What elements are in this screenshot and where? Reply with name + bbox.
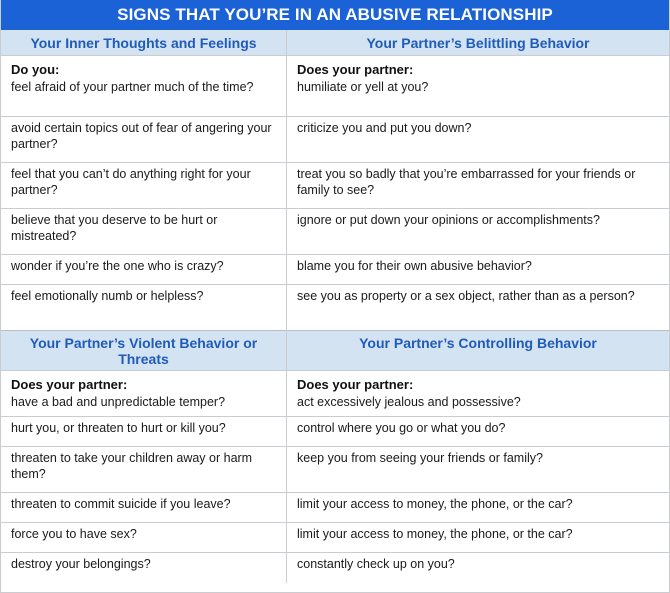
list-item: destroy your belongings? <box>11 557 151 571</box>
list-item: hurt you, or threaten to hurt or kill you? <box>1 417 286 447</box>
list-item: have a bad and unpredictable temper? <box>1 391 286 417</box>
list-item: feel emotionally numb or helpless? <box>1 285 286 331</box>
section-header: Your Partner’s Controlling Behavior <box>287 331 669 371</box>
list-item: blame you for their own abusive behavior? <box>287 255 669 285</box>
list-item: threaten to take your children away or harm them? <box>1 447 286 493</box>
list-item: act excessively jealous and possessive? <box>287 391 669 417</box>
list-item: threaten to commit suicide if you leave? <box>1 493 286 523</box>
list-item: force you to have sex? <box>1 523 286 553</box>
section-intro: Do you: <box>11 62 60 77</box>
list-item: feel afraid of your partner much of the time? <box>1 76 286 117</box>
list-item: believe that you deserve to be hurt or mistreated? <box>1 209 286 255</box>
page-title: SIGNS THAT YOU’RE IN AN ABUSIVE RELATIONSHIP <box>1 0 669 30</box>
list-item: criticize you and put you down? <box>287 117 669 163</box>
bottom-section-grid <box>1 331 669 583</box>
section-inner-thoughts <box>1 30 287 331</box>
section-header: Your Partner’s Belittling Behavior <box>287 30 669 56</box>
list-item: treat you so badly that you’re embarrassed for your friends or family to see? <box>287 163 669 209</box>
list-item: feel that you can’t do anything right for your partner? <box>1 163 286 209</box>
list-item: avoid certain topics out of fear of angering your partner? <box>1 117 286 163</box>
top-section-grid <box>1 30 669 331</box>
section-header: Your Inner Thoughts and Feelings <box>1 30 286 56</box>
list-item: ignore or put down your opinions or accomplishments? <box>287 209 669 255</box>
list-item: see you as property or a sex object, rather than as a person? <box>287 285 669 331</box>
section-belittling-behavior <box>287 30 669 331</box>
section-violent-behavior <box>1 331 287 583</box>
list-item: keep you from seeing your friends or family? <box>287 447 669 493</box>
list-item: constantly check up on you? <box>297 557 455 571</box>
list-item: limit your access to money, the phone, or the car? <box>287 493 669 523</box>
section-header: Your Partner’s Violent Behavior or Threats <box>1 331 286 371</box>
section-intro: Does your partner: <box>297 62 414 77</box>
section-intro: Does your partner: <box>11 377 128 392</box>
section-intro: Does your partner: <box>297 377 414 392</box>
list-item: wonder if you’re the one who is crazy? <box>1 255 286 285</box>
list-item: control where you go or what you do? <box>287 417 669 447</box>
list-item: humiliate or yell at you? <box>287 76 669 117</box>
list-item: limit your access to money, the phone, or the car? <box>287 523 669 553</box>
section-controlling-behavior <box>287 331 669 583</box>
